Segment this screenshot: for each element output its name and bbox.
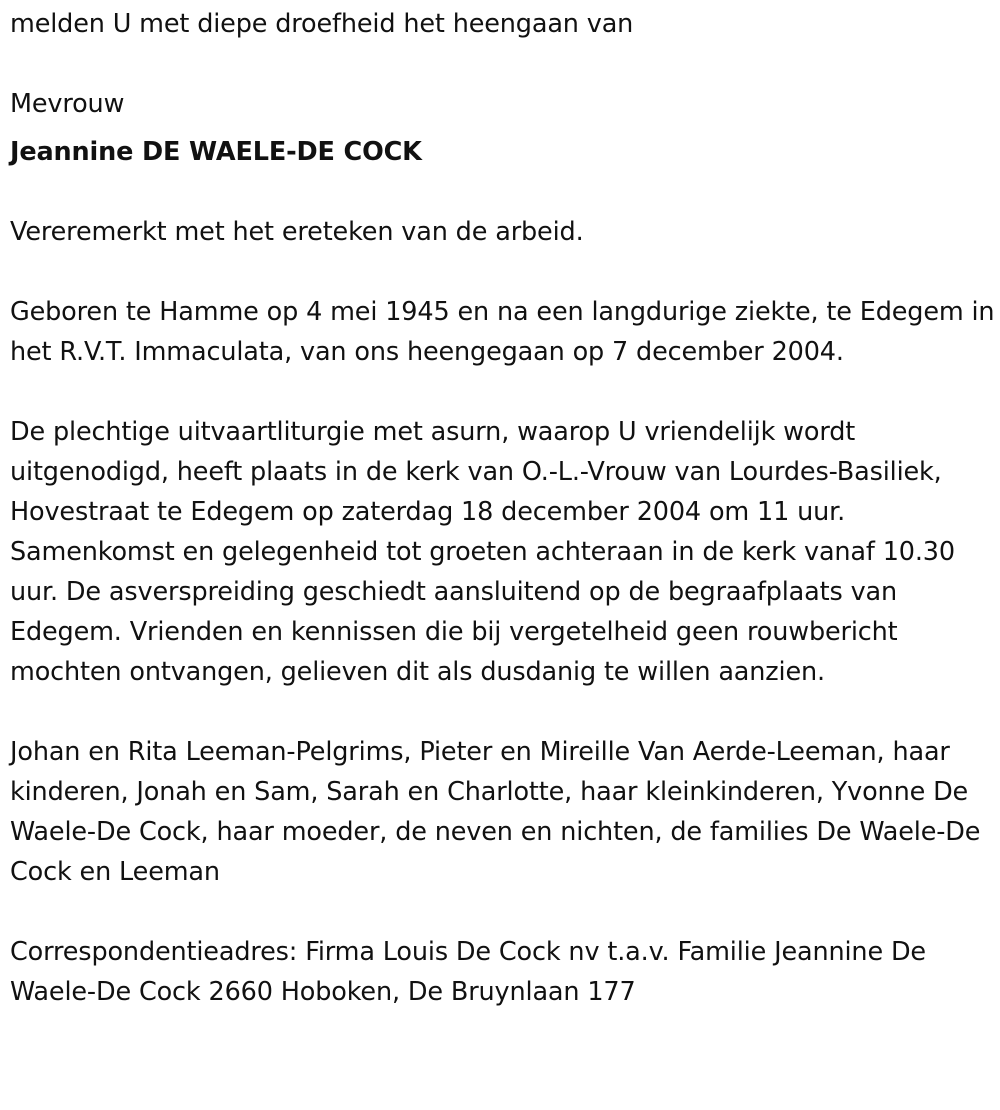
correspondence-paragraph: Correspondentieadres: Firma Louis De Cock nv t.a.v. Familie Jeannine De Waele-De Cock 2660 Hoboken, De Bruynlaan 177 — [10, 937, 926, 1007]
obituary-document — [10, 4, 995, 1012]
honor-line: Vereremerkt met het ereteken van de arbeid. — [10, 217, 584, 247]
family-paragraph: Johan en Rita Leeman-Pelgrims, Pieter en Mireille Van Aerde-Leeman, haar kinderen, Jonah en Sam, Sarah en Charlotte, haar kleinkinderen, Yvonne De Waele-De Cock, haar moeder, de neven en nichten, de families De Waele-De Cock en Leeman — [10, 737, 981, 887]
honorific-title: Mevrouw — [10, 89, 125, 119]
birth-death-paragraph: Geboren te Hamme op 4 mei 1945 en na een langdurige ziekte, te Edegem in het R.V.T. Immaculata, van ons heengegaan op 7 december 2004. — [10, 297, 995, 367]
intro-line: melden U met diepe droefheid het heengaan van — [10, 9, 634, 39]
deceased-name: Jeannine DE WAELE-DE COCK — [10, 137, 422, 167]
funeral-paragraph: De plechtige uitvaartliturgie met asurn, waarop U vriendelijk wordt uitgenodigd, heeft plaats in de kerk van O.-L.-Vrouw van Lourdes-Basiliek, Hovestraat te Edegem op zaterdag 18 december 2004 om 11 uur. Samenkomst en gelegenheid tot groeten achteraan in de kerk vanaf 10.30 uur. De asverspreiding geschiedt aansluitend op de begraafplaats van Edegem. Vrienden en kennissen die bij vergetelheid geen rouwbericht mochten ontvangen, gelieven dit als dusdanig te willen aanzien. — [10, 417, 955, 687]
